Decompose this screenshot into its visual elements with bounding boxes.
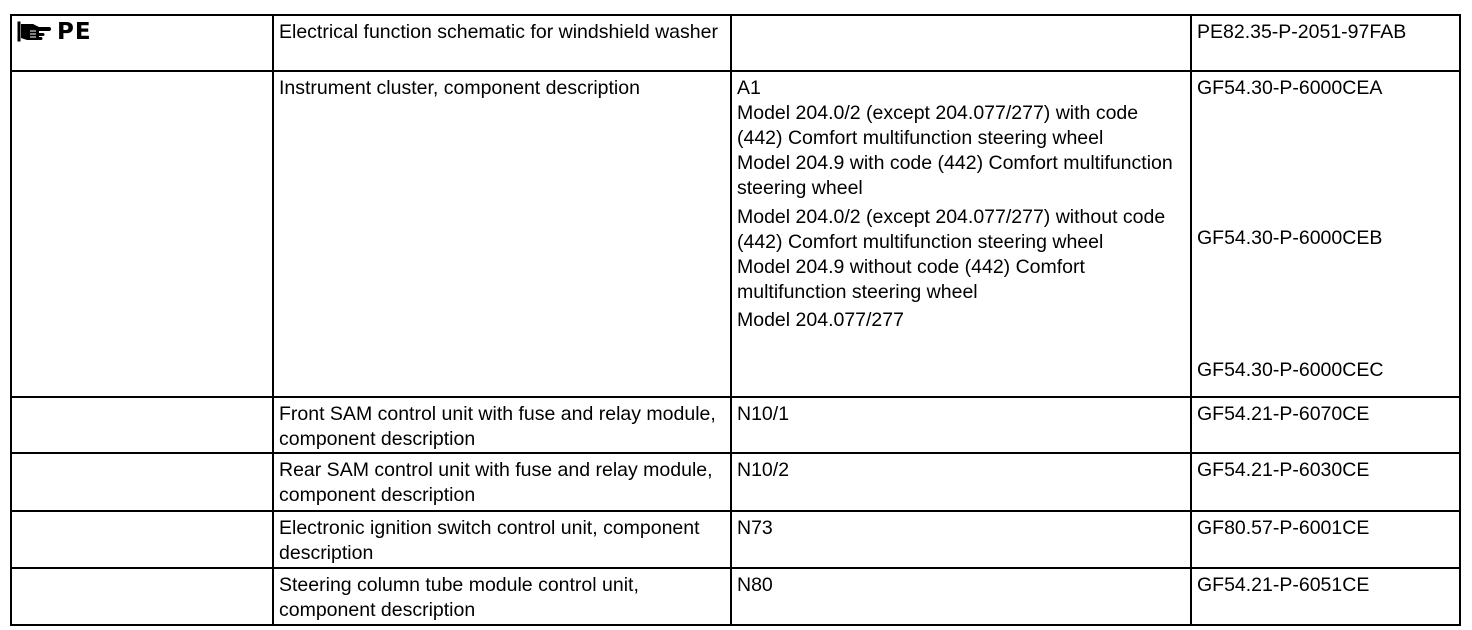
variant-group: [737, 308, 1185, 333]
document-reference: GF54.21-P-6030CE: [1197, 459, 1370, 481]
table-row: [11, 511, 1460, 568]
document-reference: GF54.30-P-6000CEA: [1197, 77, 1383, 99]
component-cell: [731, 15, 1191, 71]
reference-cell: [1191, 397, 1460, 453]
row-component: N80: [737, 574, 773, 596]
row-description: Rear SAM control unit with fuse and relay module, component description: [279, 459, 713, 506]
row-description: Front SAM control unit with fuse and relay module, component description: [279, 403, 716, 450]
pointing-hand-icon: [17, 21, 51, 43]
reference-cell: [1191, 511, 1460, 568]
table-row: [11, 453, 1460, 511]
variant-group: [737, 101, 1185, 201]
section-marker-cell: [11, 71, 273, 397]
reference-cell: [1191, 71, 1460, 397]
description-cell: [273, 15, 731, 71]
section-marker-cell: [11, 568, 273, 625]
document-reference: GF54.30-P-6000CEB: [1197, 227, 1383, 249]
document-reference: GF54.30-P-6000CEC: [1197, 359, 1384, 381]
row-component: N73: [737, 517, 773, 539]
section-marker-cell: [11, 15, 273, 71]
row-description: Instrument cluster, component description: [279, 77, 640, 99]
table-row: [11, 397, 1460, 453]
row-component: N10/2: [737, 459, 790, 481]
document-reference: GF54.21-P-6051CE: [1197, 574, 1370, 596]
variant-line: Model 204.0/2 (except 204.077/277) without code (442) Comfort multifunction steering wheel: [737, 206, 1166, 253]
reference-cell: [1191, 15, 1460, 71]
section-marker-label: PE: [57, 18, 92, 45]
row-description: Steering column tube module control unit, component description: [279, 574, 639, 621]
description-cell: [273, 511, 731, 568]
row-component: N10/1: [737, 403, 790, 425]
variant-line: Model 204.077/277: [737, 309, 904, 331]
variant-line: Model 204.0/2 (except 204.077/277) with code (442) Comfort multifunction steering wheel: [737, 102, 1139, 149]
section-marker-cell: [11, 453, 273, 511]
table-row: [11, 15, 1460, 71]
reference-cell: [1191, 568, 1460, 625]
document-reference: PE82.35-P-2051-97FAB: [1197, 21, 1407, 43]
component-cell: [731, 397, 1191, 453]
variant-line: Model 204.9 with code (442) Comfort multifunction steering wheel: [737, 152, 1173, 199]
component-cell: [731, 511, 1191, 568]
document-reference: GF54.21-P-6070CE: [1197, 403, 1370, 425]
component-cell: [731, 568, 1191, 625]
variant-group: [737, 205, 1185, 305]
component-cell: [731, 453, 1191, 511]
description-cell: [273, 71, 731, 397]
row-description: Electrical function schematic for windshield washer: [279, 21, 718, 43]
table-row: [11, 71, 1460, 397]
component-code: A1: [737, 77, 761, 99]
table-row: [11, 568, 1460, 625]
section-marker-cell: [11, 397, 273, 453]
component-cell: [731, 71, 1191, 397]
reference-cell: [1191, 453, 1460, 511]
description-cell: [273, 453, 731, 511]
reference-table: [10, 14, 1461, 626]
description-cell: [273, 397, 731, 453]
description-cell: [273, 568, 731, 625]
section-marker-cell: [11, 511, 273, 568]
row-description: Electronic ignition switch control unit, component description: [279, 517, 700, 564]
document-reference: GF80.57-P-6001CE: [1197, 517, 1370, 539]
variant-line: Model 204.9 without code (442) Comfort multifunction steering wheel: [737, 256, 1085, 303]
